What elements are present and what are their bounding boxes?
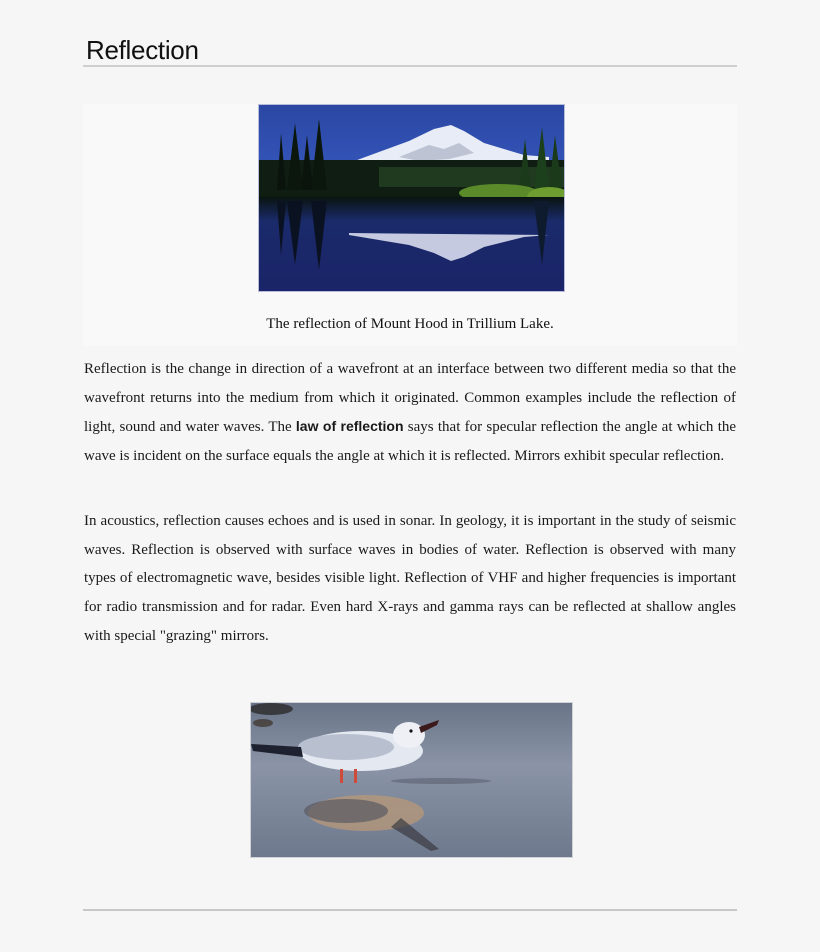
figure-box (83, 104, 737, 346)
seagull-reflection-image (250, 702, 573, 858)
paragraph-reflection-definition (84, 355, 736, 471)
mountain-lake-image (258, 104, 565, 292)
title-divider (83, 65, 737, 67)
bottom-divider (83, 909, 737, 911)
figure-caption: The reflection of Mount Hood in Trillium Lake. (266, 316, 554, 332)
page-title: Reflection (86, 35, 199, 65)
seagull-illustration (251, 703, 573, 858)
bold-term-law-of-reflection: law of reflection (295, 418, 404, 435)
paragraph-text: Reflection is the change in direction of a wavefront at an interface between two different media so that the wavefront returns into the medium from which it originated. Common examples include the reflection of light, sound and water waves. The (84, 361, 736, 436)
mountain-lake-illustration (259, 105, 565, 292)
paragraph-reflection-applications: In acoustics, reflection causes echoes and is used in sonar. In geology, it is important in the study of seismic waves. Reflection is observed with surface waves in bodies of water. Reflection is observed with many types of electromagnetic wave, besides visible light. Reflection of VHF and higher frequencies is important for radio transmission and for radar. Even hard X-rays and gamma rays can be reflected at shallow angles with special "grazing" mirrors. (84, 513, 736, 644)
paragraph-text: says that for specular reflection the angle at which the wave is incident on the surface equals the angle at which it is reflected. Mirrors exhibit specular reflection. (84, 419, 737, 465)
